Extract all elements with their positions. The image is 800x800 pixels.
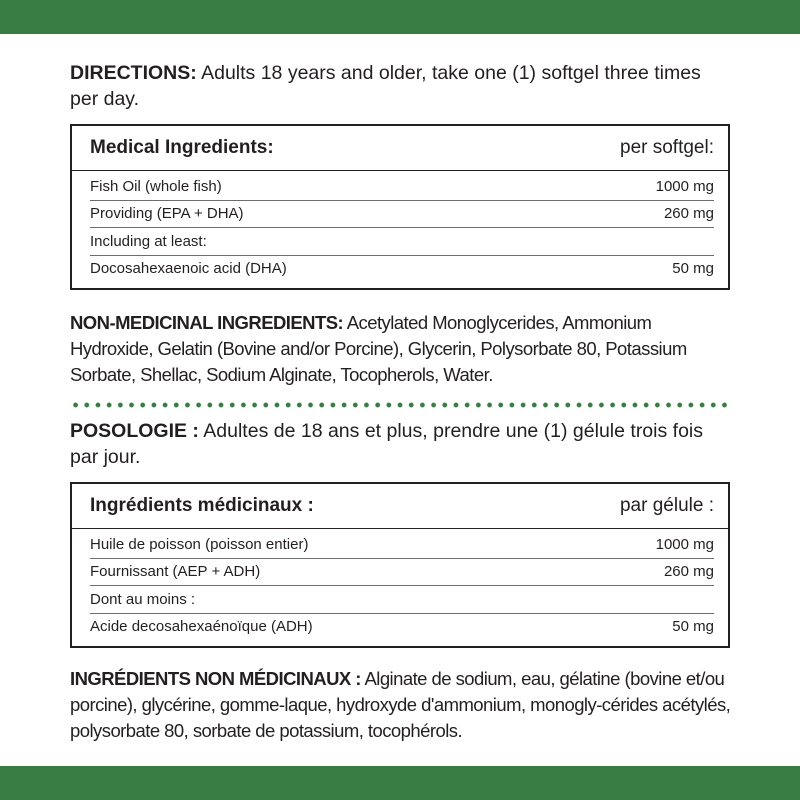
ingredient-name: Acide decosahexaénoïque (ADH) [90, 618, 313, 636]
table-row [90, 586, 714, 614]
ingredient-name: Docosahexaenoic acid (DHA) [90, 260, 287, 278]
table-row [90, 531, 714, 559]
label-content [70, 60, 732, 744]
top-green-band [0, 0, 800, 34]
table-row [90, 559, 714, 587]
ingredient-amount: 1000 mg [655, 535, 714, 553]
table-header [72, 484, 728, 529]
table-header-unit: per softgel: [620, 137, 714, 158]
non-medicinal-label: NON-MEDICINAL INGREDIENTS: [70, 312, 344, 333]
table-header-title: Medical Ingredients: [90, 137, 274, 158]
directions-label: DIRECTIONS: [70, 62, 197, 84]
dotted-divider [70, 402, 732, 408]
ingredient-amount: 50 mg [672, 618, 714, 636]
non-medicinal-text: Alginate de sodium, eau, gélatine (bovine et/ou porcine), glycérine, gomme-laque, hydroxyde d'ammonium, monogly-cérides acétylés, polysorbate 80, sorbate de potassium, tocophérols. [70, 668, 731, 741]
medicinal-ingredients-table-en [70, 124, 730, 290]
table-rows [72, 173, 728, 288]
table-row [90, 614, 714, 641]
posologie-paragraph [70, 418, 732, 470]
ingredient-amount: 260 mg [663, 563, 714, 581]
table-header-unit: par gélule : [619, 495, 714, 516]
table-rows [72, 531, 728, 646]
table-header-title: Ingrédients médicinaux : [90, 495, 314, 516]
table-row [90, 256, 714, 283]
ingredient-amount: 50 mg [672, 260, 714, 278]
directions-text: Adults 18 years and older, take one (1) softgel three times per day. [70, 62, 701, 110]
ingredient-amount: 1000 mg [655, 177, 714, 195]
non-medicinal-paragraph-fr [70, 666, 732, 744]
table-row [90, 228, 714, 256]
table-row [90, 201, 714, 229]
non-medicinal-label: INGRÉDIENTS NON MÉDICINAUX : [70, 668, 361, 689]
posologie-text: Adultes de 18 ans et plus, prendre une (1) gélule trois fois par jour. [70, 420, 703, 468]
ingredient-amount: 260 mg [663, 205, 714, 223]
ingredient-name: Fournissant (AEP + ADH) [90, 563, 261, 581]
ingredient-name: Huile de poisson (poisson entier) [90, 535, 309, 553]
non-medicinal-text: Acetylated Monoglycerides, Ammonium Hydroxide, Gelatin (Bovine and/or Porcine), Glycerin, Polysorbate 80, Potassium Sorbate, Shellac, Sodium Alginate, Tocopherols, Water. [70, 312, 687, 385]
bottom-green-band [0, 766, 800, 800]
table-row [90, 173, 714, 201]
ingredient-name: Including at least: [90, 232, 207, 250]
table-header [72, 126, 728, 171]
ingredient-name: Fish Oil (whole fish) [90, 177, 222, 195]
posologie-label: POSOLOGIE : [70, 420, 199, 442]
non-medicinal-paragraph-en [70, 310, 732, 388]
medicinal-ingredients-table-fr [70, 482, 730, 648]
ingredient-name: Providing (EPA + DHA) [90, 205, 244, 223]
directions-paragraph [70, 60, 732, 112]
ingredient-name: Dont au moins : [90, 590, 196, 608]
